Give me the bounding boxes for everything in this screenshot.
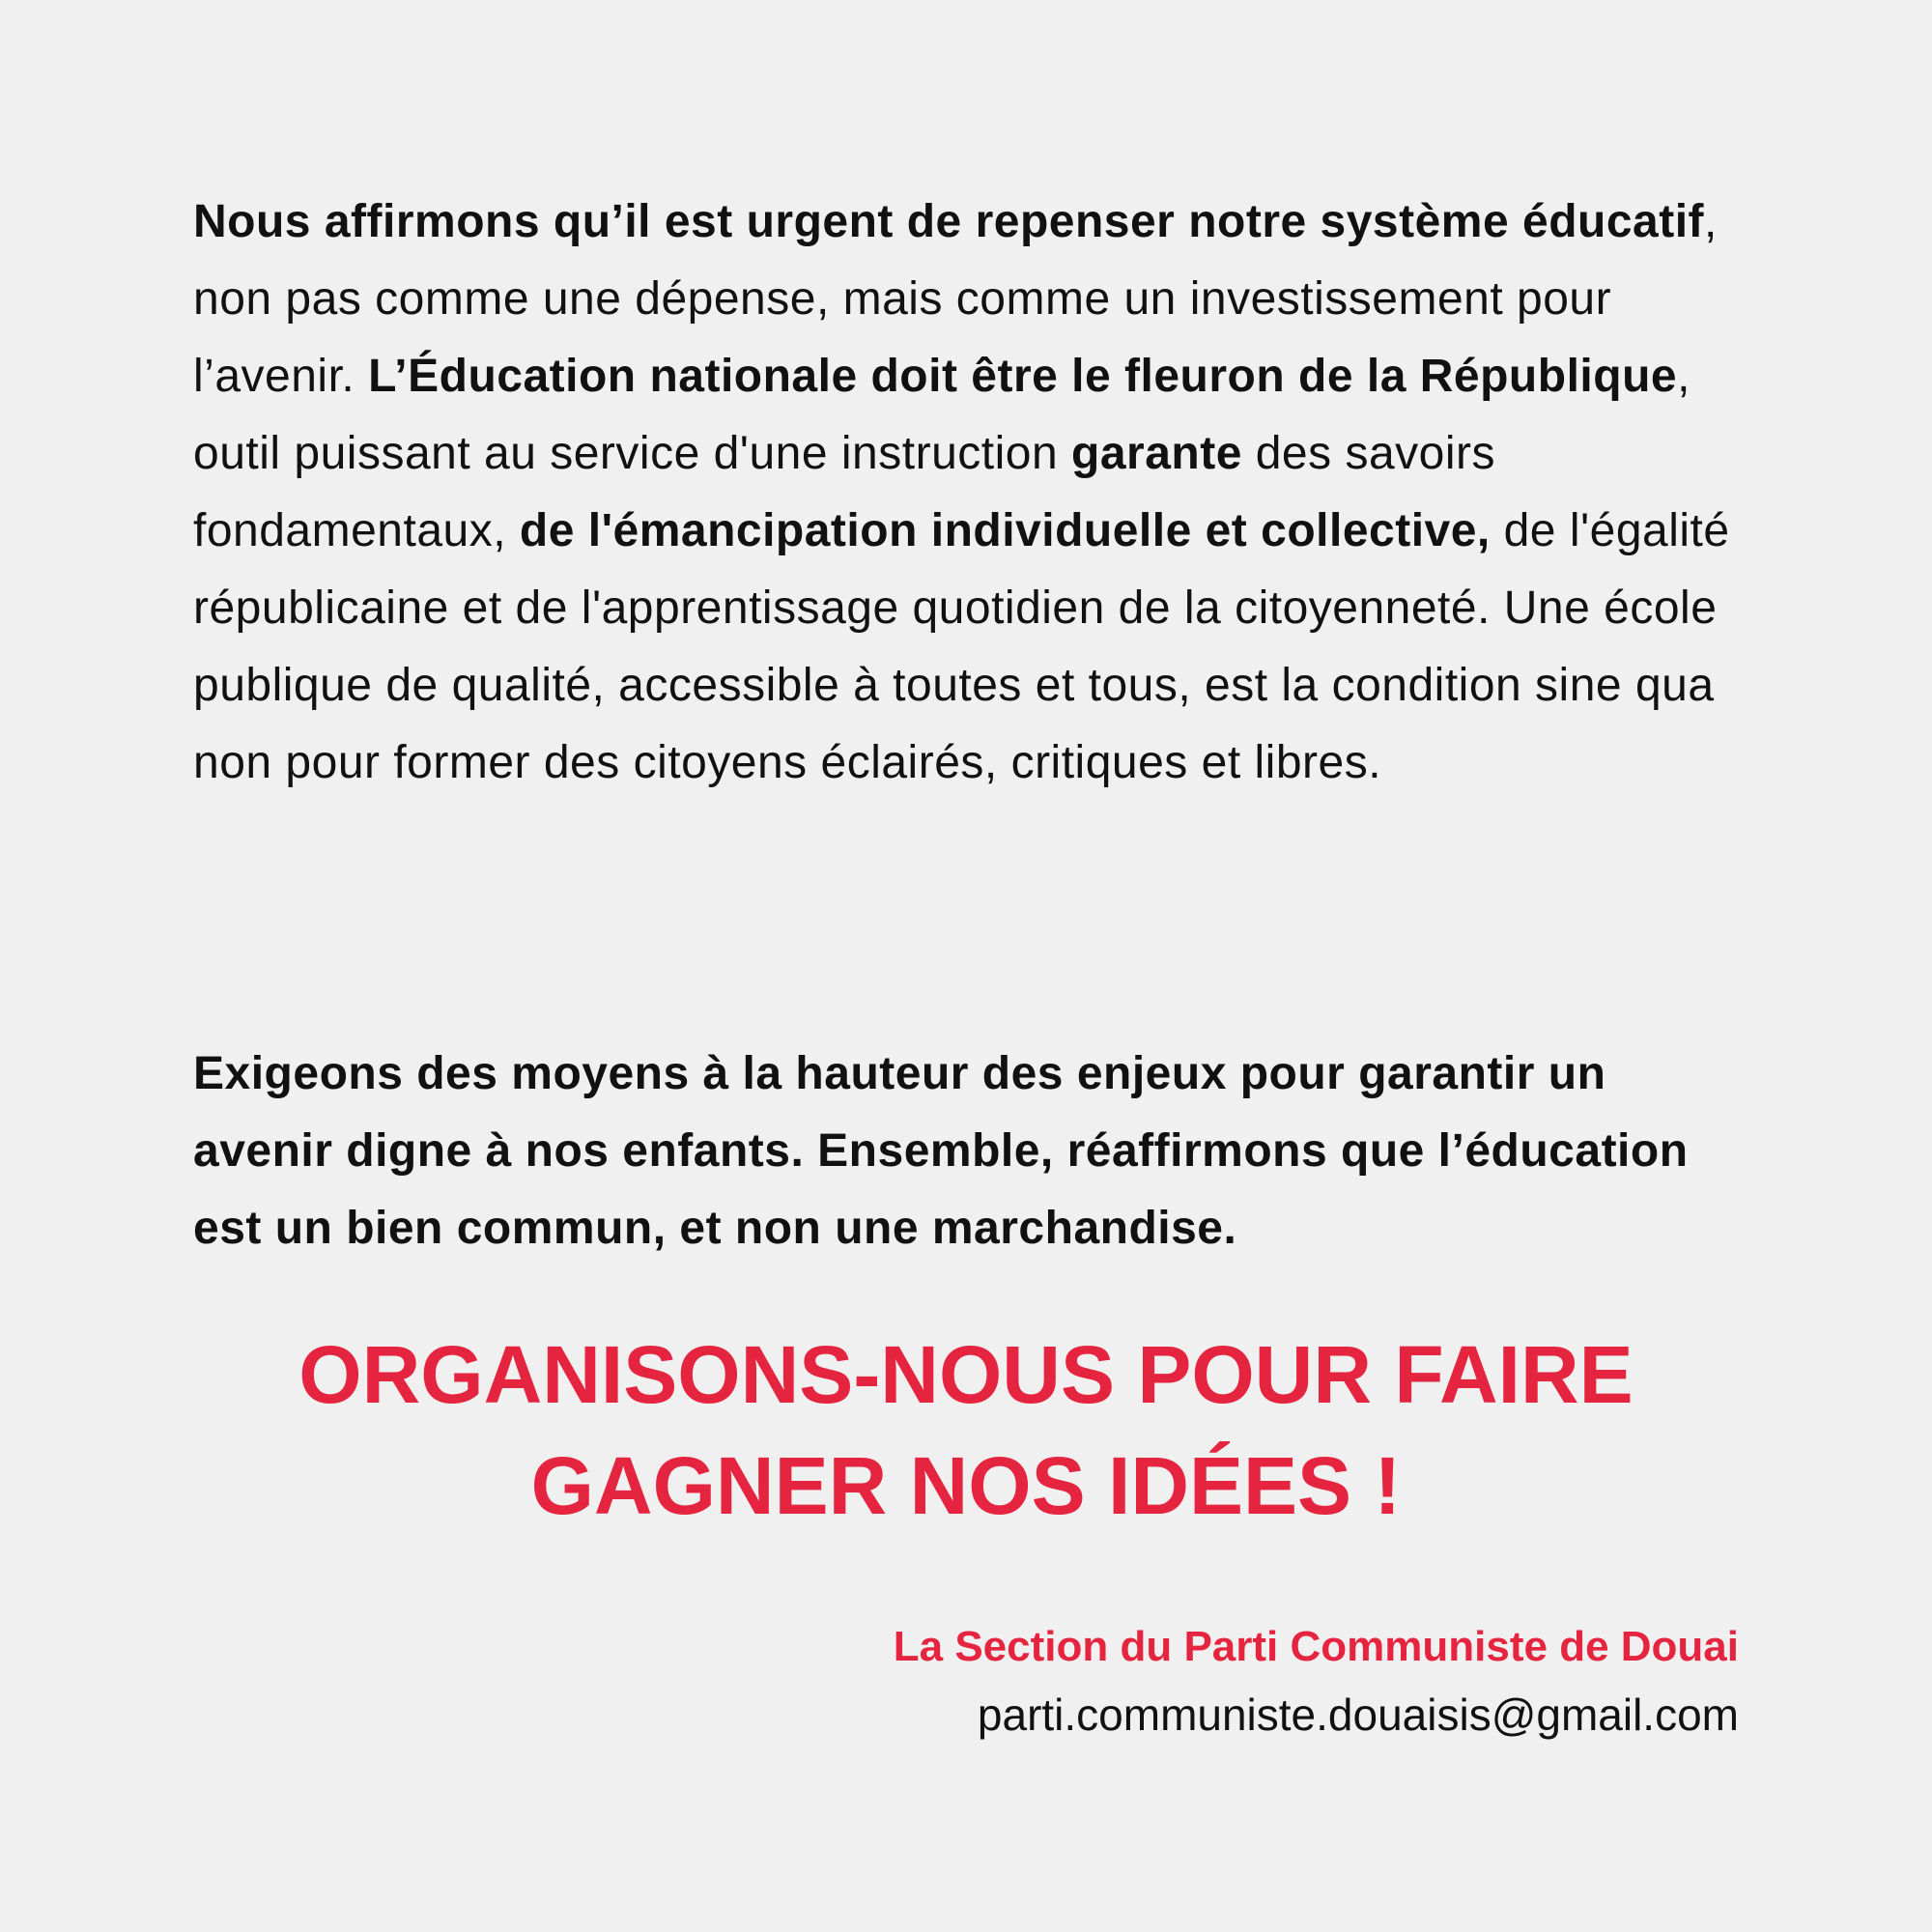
bold-segment: garante	[1071, 428, 1242, 479]
signature-email[interactable]: parti.communiste.douaisis@gmail.com	[977, 1690, 1739, 1740]
call-to-action-heading	[145, 1320, 1787, 1542]
text-segment: , outil puissant au service d'une instruction	[193, 351, 1690, 479]
paragraph-education-statement	[193, 184, 1758, 802]
bold-segment: Nous affirmons qu’il est urgent de repenser notre système éducatif	[193, 196, 1705, 247]
text-segment: des savoirs fondamentaux,	[193, 428, 1495, 556]
text-segment: de l'égalité républicaine et de l'apprentissage quotidien de la citoyenneté. Une école publique de qualité, accessible à toutes et tous, est la condition sine qua non pour former des citoyens éclairés, critiques et libres.	[193, 505, 1730, 788]
text-segment: , non pas comme une dépense, mais comme un investissement pour l’avenir.	[193, 196, 1718, 402]
cta-line-1: ORGANISONS-NOUS POUR FAIRE	[298, 1329, 1634, 1420]
cta-line-2: GAGNER NOS IDÉES !	[530, 1440, 1402, 1531]
paragraph-demands: Exigeons des moyens à la hauteur des enjeux pour garantir un avenir digne à nos enfants. Ensemble, réaffirmons que l’éducation est un bien commun, et non une marchandise.	[193, 1048, 1689, 1254]
bold-segment: de l'émancipation individuelle et collective,	[519, 505, 1491, 556]
signature-name: La Section du Parti Communiste de Douai	[893, 1623, 1739, 1670]
bold-segment: L’Éducation nationale doit être le fleuron de la République	[368, 351, 1678, 402]
signature-block	[386, 1613, 1739, 1748]
